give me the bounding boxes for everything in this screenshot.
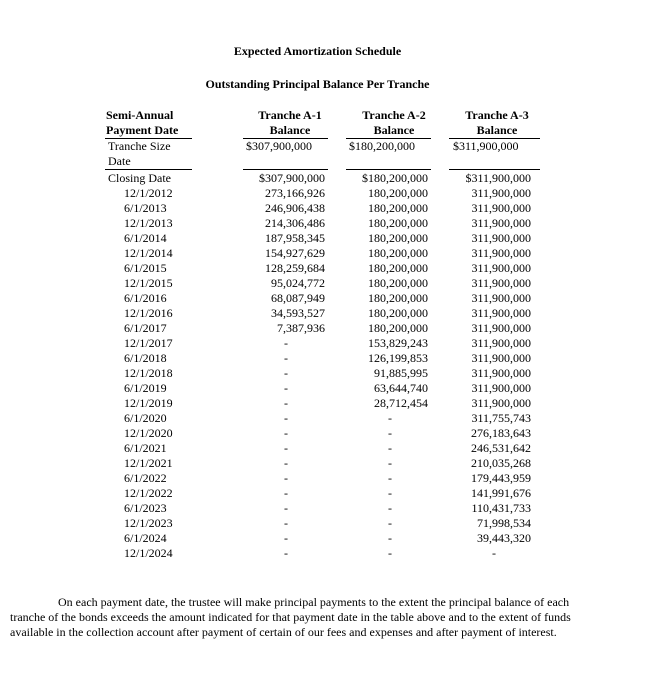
payment-date-cell: 6/1/2024 (124, 531, 167, 545)
tranche-a2-cell: 28,712,454 (374, 396, 428, 410)
table-row (0, 351, 650, 366)
tranche-a2-cell: 180,200,000 (368, 321, 428, 335)
header-payment-date (106, 108, 178, 138)
size-underline-date (105, 169, 192, 170)
payment-date-cell: 12/1/2022 (124, 486, 173, 500)
tranche-a1-cell: 273,166,926 (265, 186, 325, 200)
tranche-a2-cell: - (388, 546, 392, 560)
tranche-a3-cell: 276,183,643 (471, 426, 531, 440)
tranche-a3-cell: 311,900,000 (471, 396, 531, 410)
tranche-a2-cell: 180,200,000 (368, 201, 428, 215)
table-row (0, 501, 650, 516)
tranche-a1-cell: 246,906,438 (265, 201, 325, 215)
tranche-a1-cell: - (284, 441, 288, 455)
payment-date-cell: 12/1/2023 (124, 516, 173, 530)
table-row (0, 546, 650, 561)
payment-date-cell: 6/1/2022 (124, 471, 167, 485)
tranche-a1-cell: - (284, 546, 288, 560)
tranche-a3-cell: 246,531,642 (471, 441, 531, 455)
tranche-a3-cell: 311,900,000 (471, 186, 531, 200)
tranche-a3-cell: 179,443,959 (471, 471, 531, 485)
payment-date-cell: 6/1/2015 (124, 261, 167, 275)
amortization-table (0, 171, 650, 561)
header-tranche-a3-line2: Balance (476, 123, 518, 137)
table-row (0, 426, 650, 441)
tranche-a1-cell: 7,387,936 (277, 321, 325, 335)
table-row (0, 471, 650, 486)
footnote-paragraph (10, 595, 638, 640)
tranche-a3-cell: 311,900,000 (471, 381, 531, 395)
payment-date-cell: 6/1/2017 (124, 321, 167, 335)
tranche-a2-cell: 180,200,000 (368, 276, 428, 290)
table-row (0, 516, 650, 531)
table-row (0, 381, 650, 396)
tranche-a2-cell: - (388, 531, 392, 545)
tranche-a2-cell: 180,200,000 (368, 216, 428, 230)
tranche-a2-cell: 126,199,853 (368, 351, 428, 365)
payment-date-cell: 6/1/2013 (124, 201, 167, 215)
header-payment-date-line1: Semi-Annual (106, 108, 174, 122)
tranche-a1-cell: - (284, 336, 288, 350)
payment-date-cell: 12/1/2018 (124, 366, 173, 380)
payment-date-cell: 12/1/2013 (124, 216, 173, 230)
tranche-a1-cell: - (284, 531, 288, 545)
tranche-a2-cell: 153,829,243 (368, 336, 428, 350)
tranche-a1-cell: - (284, 516, 288, 530)
tranche-a1-cell: 68,087,949 (271, 291, 325, 305)
tranche-a1-cell: 34,593,527 (271, 306, 325, 320)
tranche-a2-cell: - (388, 471, 392, 485)
table-row (0, 261, 650, 276)
header-tranche-a2 (346, 108, 442, 138)
schedule-title: Expected Amortization Schedule (233, 44, 402, 58)
payment-date-cell: 6/1/2021 (124, 441, 167, 455)
payment-date-cell: 6/1/2020 (124, 411, 167, 425)
tranche-a1-cell: - (284, 426, 288, 440)
table-row (0, 456, 650, 471)
payment-date-cell: 12/1/2012 (124, 186, 173, 200)
tranche-a1-cell: $307,900,000 (259, 171, 325, 185)
table-row (0, 531, 650, 546)
table-row (0, 306, 650, 321)
footnote-line-2: tranche of the bonds exceeds the amount indicated for that payment date in the table above and to the extent of funds (10, 610, 571, 624)
tranche-a3-cell: - (492, 546, 496, 560)
tranche-a2-cell: 180,200,000 (368, 306, 428, 320)
table-row (0, 366, 650, 381)
size-underline-a3 (449, 169, 540, 170)
tranche-a3-cell: 311,900,000 (471, 366, 531, 380)
tranche-a3-cell: 110,431,733 (471, 501, 531, 515)
tranche-a2-cell: 63,644,740 (374, 381, 428, 395)
tranche-a1-cell: 95,024,772 (271, 276, 325, 290)
header-tranche-a1-line1: Tranche A-1 (258, 108, 322, 122)
payment-date-cell: 12/1/2021 (124, 456, 173, 470)
payment-date-cell: 6/1/2016 (124, 291, 167, 305)
tranche-a2-cell: - (388, 456, 392, 470)
tranche-a3-cell: 141,991,676 (471, 486, 531, 500)
tranche-a1-cell: - (284, 411, 288, 425)
tranche-a2-cell: $180,200,000 (362, 171, 428, 185)
tranche-size-a2: $180,200,000 (349, 139, 415, 153)
payment-date-cell: 12/1/2016 (124, 306, 173, 320)
table-row (0, 231, 650, 246)
tranche-a1-cell: - (284, 381, 288, 395)
tranche-a1-cell: - (284, 351, 288, 365)
payment-date-cell: 6/1/2023 (124, 501, 167, 515)
tranche-a2-cell: 180,200,000 (368, 246, 428, 260)
tranche-size-a1: $307,900,000 (246, 139, 312, 153)
header-payment-date-line2: Payment Date (106, 123, 179, 137)
tranche-a1-cell: 187,958,345 (265, 231, 325, 245)
header-tranche-a1 (242, 108, 338, 138)
tranche-a1-cell: - (284, 366, 288, 380)
tranche-a2-cell: 180,200,000 (368, 261, 428, 275)
size-underline-a2 (346, 169, 431, 170)
footnote-line-1: On each payment date, the trustee will make principal payments to the extent the principal balance of each (58, 595, 570, 609)
tranche-a3-cell: 311,900,000 (471, 276, 531, 290)
payment-date-cell: 12/1/2019 (124, 396, 173, 410)
schedule-subtitle: Outstanding Principal Balance Per Tranche (205, 77, 430, 91)
tranche-a3-cell: 311,900,000 (471, 306, 531, 320)
payment-date-cell: 12/1/2015 (124, 276, 173, 290)
table-row (0, 441, 650, 456)
tranche-a2-cell: - (388, 441, 392, 455)
tranche-a1-cell: - (284, 456, 288, 470)
tranche-a3-cell: 311,900,000 (471, 246, 531, 260)
tranche-a3-cell: 311,900,000 (471, 291, 531, 305)
tranche-a3-cell: 39,443,320 (477, 531, 531, 545)
payment-date-cell: Closing Date (108, 171, 171, 185)
table-row (0, 171, 650, 186)
tranche-a1-cell: - (284, 396, 288, 410)
header-tranche-a3 (449, 108, 545, 138)
tranche-a2-cell: - (388, 501, 392, 515)
tranche-a2-cell: 180,200,000 (368, 291, 428, 305)
table-row (0, 321, 650, 336)
table-row (0, 291, 650, 306)
tranche-a2-cell: - (388, 426, 392, 440)
tranche-size-label: Tranche Size Date (108, 139, 171, 168)
payment-date-cell: 12/1/2014 (124, 246, 173, 260)
tranche-a1-cell: - (284, 501, 288, 515)
tranche-a3-cell: $311,900,000 (465, 171, 531, 185)
table-row (0, 396, 650, 411)
tranche-a2-cell: 180,200,000 (368, 231, 428, 245)
tranche-a1-cell: 154,927,629 (265, 246, 325, 260)
tranche-a3-cell: 210,035,268 (471, 456, 531, 470)
header-tranche-a2-line1: Tranche A-2 (362, 108, 426, 122)
tranche-a3-cell: 311,900,000 (471, 261, 531, 275)
payment-date-cell: 12/1/2024 (124, 546, 173, 560)
table-row (0, 336, 650, 351)
payment-date-cell: 6/1/2014 (124, 231, 167, 245)
tranche-size-a3: $311,900,000 (453, 139, 519, 153)
header-tranche-a2-line2: Balance (373, 123, 415, 137)
footnote-line-3: available in the collection account after payment of certain of our fees and expenses and after payment of interest. (10, 625, 557, 639)
tranche-a3-cell: 311,900,000 (471, 216, 531, 230)
payment-date-cell: 12/1/2020 (124, 426, 173, 440)
tranche-a3-cell: 311,755,743 (471, 411, 531, 425)
table-row (0, 486, 650, 501)
tranche-a2-cell: 180,200,000 (368, 186, 428, 200)
header-tranche-a1-line2: Balance (269, 123, 311, 137)
tranche-a2-cell: - (388, 486, 392, 500)
tranche-a2-cell: 91,885,995 (374, 366, 428, 380)
tranche-a1-cell: 214,306,486 (265, 216, 325, 230)
tranche-a3-cell: 311,900,000 (471, 321, 531, 335)
table-row (0, 186, 650, 201)
tranche-a3-cell: 311,900,000 (471, 336, 531, 350)
tranche-a1-cell: - (284, 486, 288, 500)
tranche-a3-cell: 311,900,000 (471, 201, 531, 215)
table-row (0, 201, 650, 216)
tranche-a3-cell: 311,900,000 (471, 231, 531, 245)
payment-date-cell: 6/1/2019 (124, 381, 167, 395)
tranche-a3-cell: 71,998,534 (477, 516, 531, 530)
payment-date-cell: 12/1/2017 (124, 336, 173, 350)
table-row (0, 246, 650, 261)
tranche-a3-cell: 311,900,000 (471, 351, 531, 365)
tranche-a2-cell: - (388, 411, 392, 425)
tranche-a2-cell: - (388, 516, 392, 530)
size-underline-a1 (243, 169, 328, 170)
table-row (0, 411, 650, 426)
table-row (0, 276, 650, 291)
header-tranche-a3-line1: Tranche A-3 (465, 108, 529, 122)
tranche-a1-cell: 128,259,684 (265, 261, 325, 275)
table-row (0, 216, 650, 231)
payment-date-cell: 6/1/2018 (124, 351, 167, 365)
tranche-a1-cell: - (284, 471, 288, 485)
